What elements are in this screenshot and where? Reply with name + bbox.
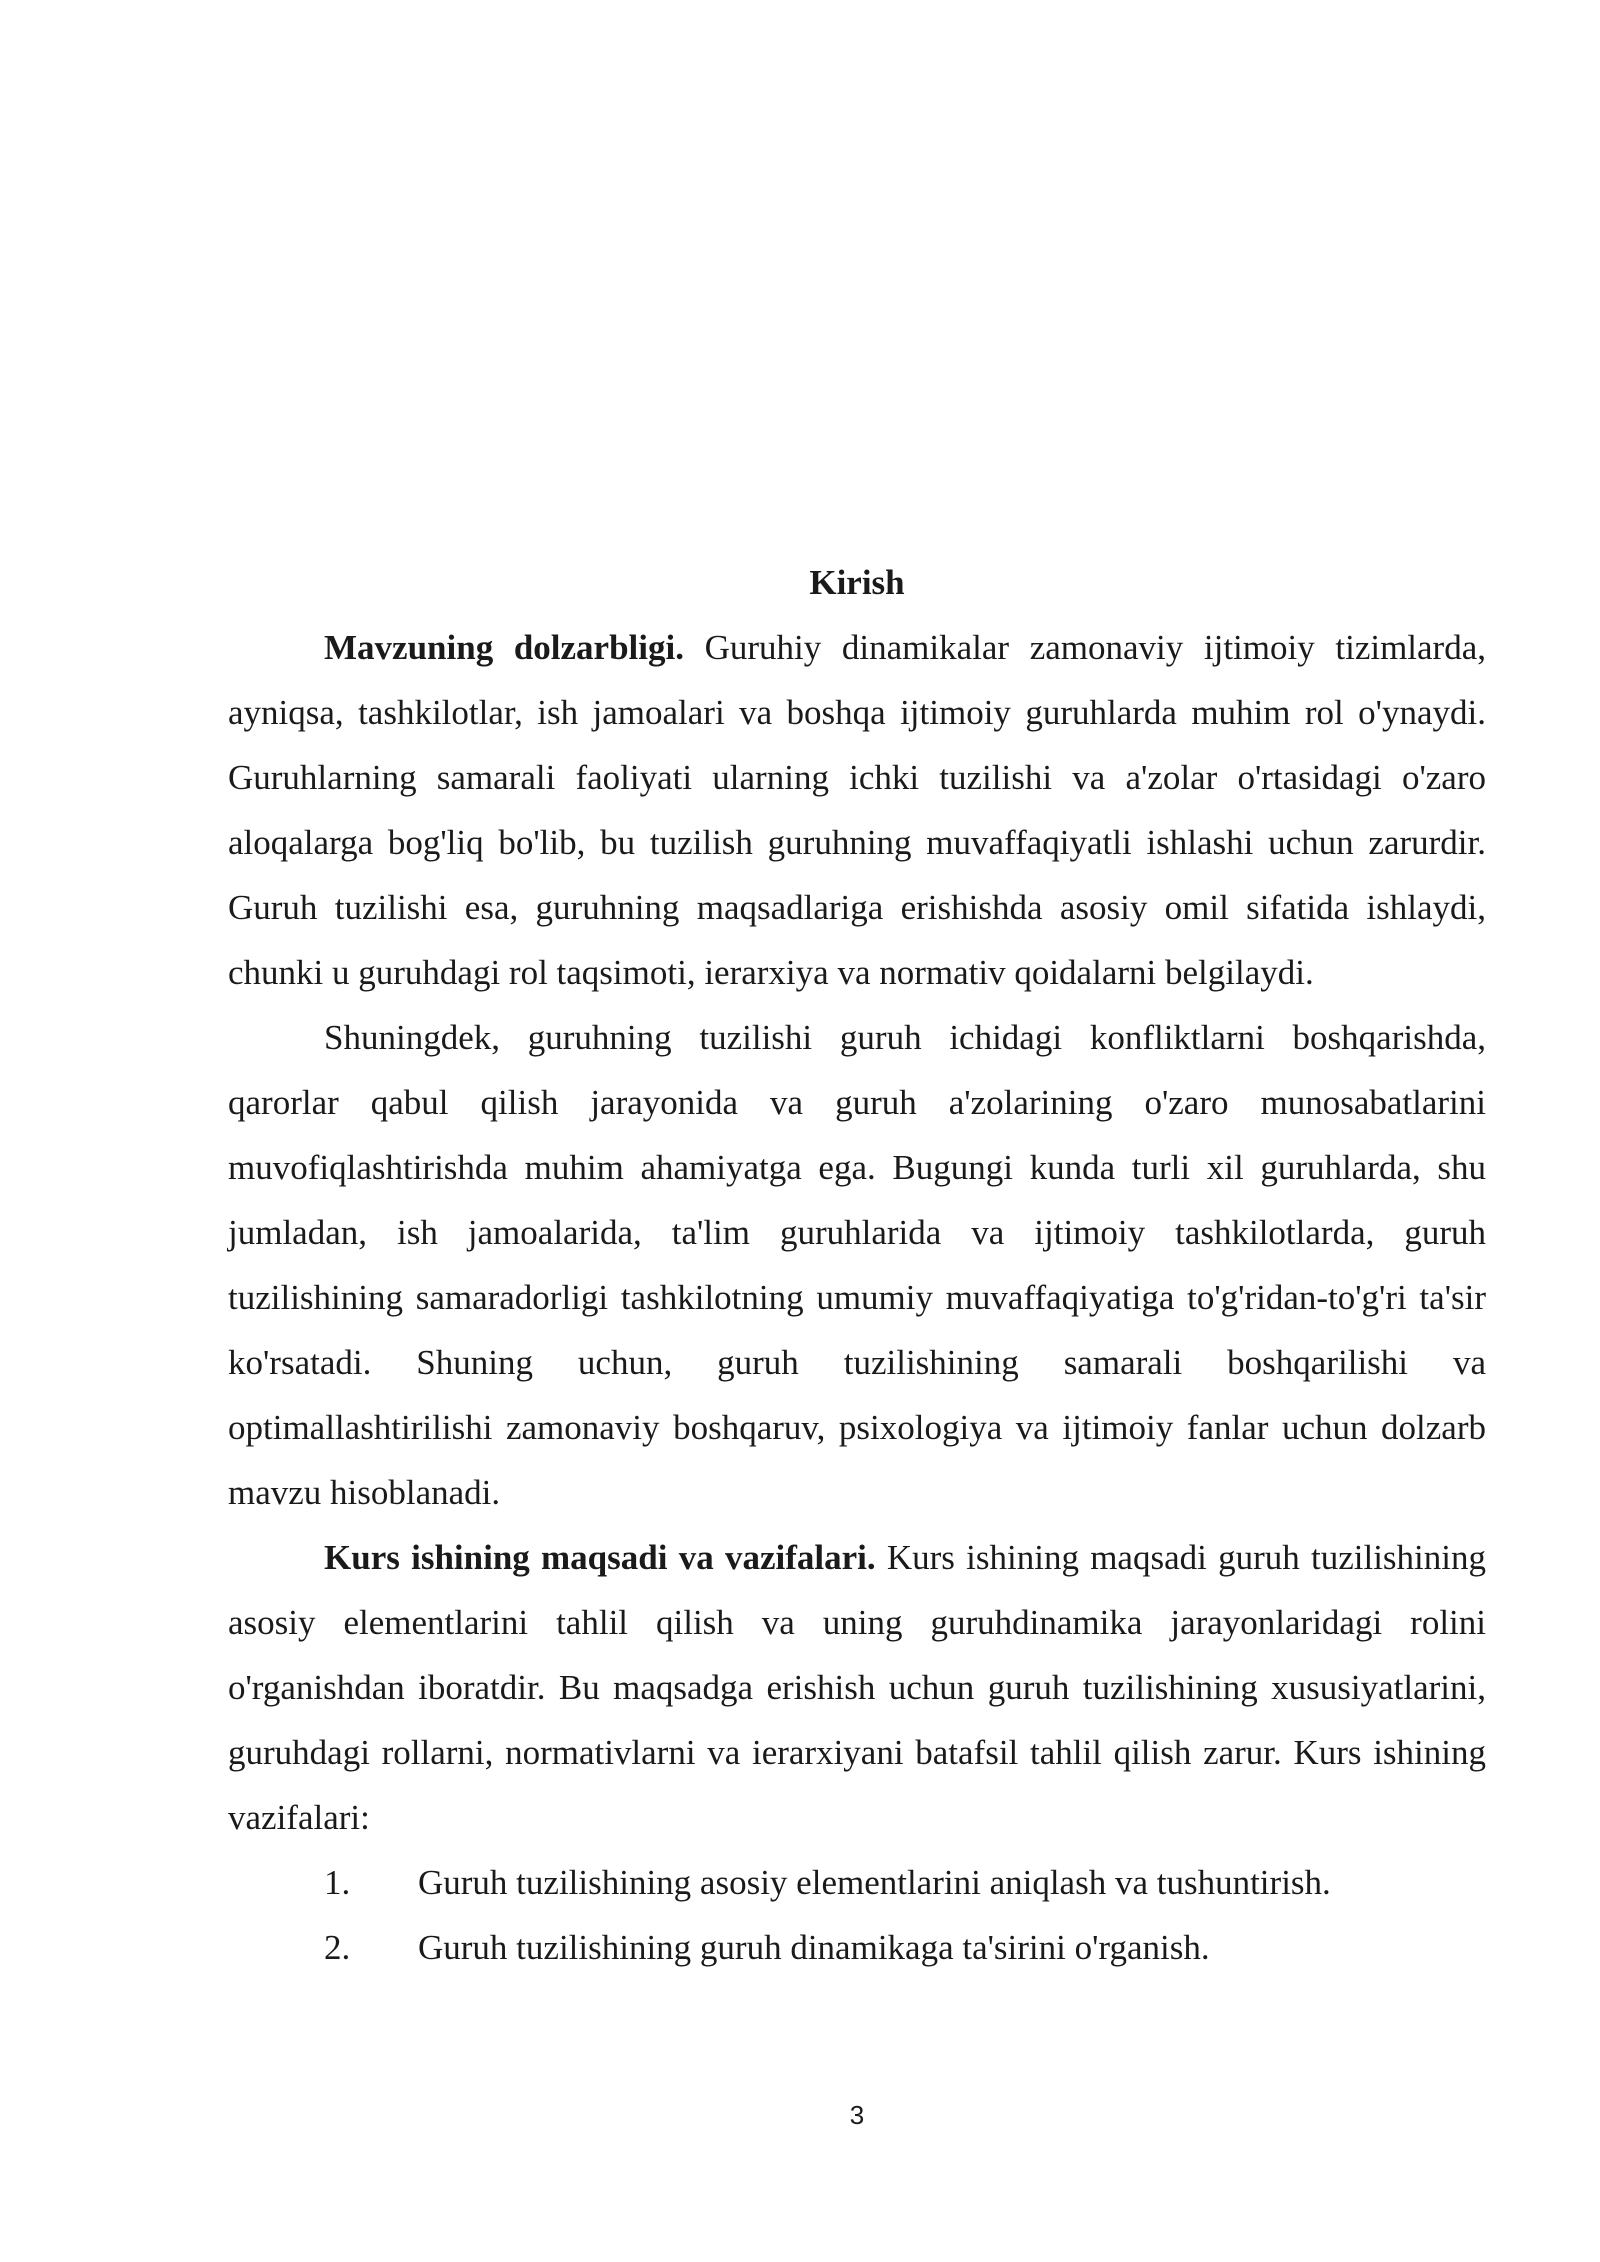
paragraph-goals <box>228 1525 1486 1850</box>
page-title: Kirish <box>809 563 905 602</box>
document-page <box>228 550 1486 1980</box>
paragraph-relevance <box>228 615 1486 1005</box>
paragraph-structure <box>228 1005 1486 1525</box>
paragraph-text: Guruhiy dinamikalar zamonaviy ijtimoiy tizimlarda, ayniqsa, tashkilotlar, ish jamoalari va boshqa ijtimoiy guruhlarda muhim rol o'ynaydi. Guruhlarning samarali faoliyati ularning ichki tuzilishi va a'zolar o'rtasidagi o'zaro aloqalarga bog'liq bo'lib, bu tuzilish guruhning muvaffaqiyatli ishlashi uchun zarurdir. Guruh tuzilishi esa, guruhning maqsadlariga erishishda asosiy omil sifatida ishlaydi, chunki u guruhdagi rol taqsimoti, ierarxiya va normativ qoidalarni belgilaydi. <box>228 628 1486 992</box>
tasks-list <box>228 1850 1486 1980</box>
paragraph-text: Shuningdek, guruhning tuzilishi guruh ichidagi konfliktlarni boshqarishda, qarorlar qabul qilish jarayonida va guruh a'zolarining o'zaro munosabatlarini muvofiqlashtirishda muhim ahamiyatga ega. Bugungi kunda turli xil guruhlarda, shu jumladan, ish jamoalarida, ta'lim guruhlarida va ijtimoiy tashkilotlarda, guruh tuzilishining samaradorligi tashkilotning umumiy muvaffaqiyatiga to'g'ridan-to'g'ri ta'sir ko'rsatadi. Shuning uchun, guruh tuzilishining samarali boshqarilishi va optimallashtirilishi zamonaviy boshqaruv, psixologiya va ijtimoiy fanlar uchun dolzarb mavzu hisoblanadi. <box>228 1018 1486 1512</box>
paragraph-lead: Mavzuning dolzarbligi. <box>324 628 684 667</box>
page-number: 3 <box>849 2100 865 2130</box>
list-item-text: Guruh tuzilishining guruh dinamikaga ta'sirini o'rganish. <box>418 1928 1210 1967</box>
list-item-text: Guruh tuzilishining asosiy elementlarini aniqlash va tushuntirish. <box>418 1863 1331 1902</box>
list-item <box>228 1850 1486 1915</box>
list-item <box>228 1915 1486 1980</box>
list-item-number: 1. <box>324 1863 351 1902</box>
paragraph-text: Kurs ishining maqsadi guruh tuzilishining asosiy elementlarini tahlil qilish va uning guruhdinamika jarayonlaridagi rolini o'rganishdan iboratdir. Bu maqsadga erishish uchun guruh tuzilishining xususiyatlarini, guruhdagi rollarni, normativlarni va ierarxiyani batafsil tahlil qilish zarur. Kurs ishining vazifalari: <box>228 1538 1486 1837</box>
list-item-number: 2. <box>324 1928 351 1967</box>
paragraph-lead: Kurs ishining maqsadi va vazifalari. <box>324 1538 876 1577</box>
